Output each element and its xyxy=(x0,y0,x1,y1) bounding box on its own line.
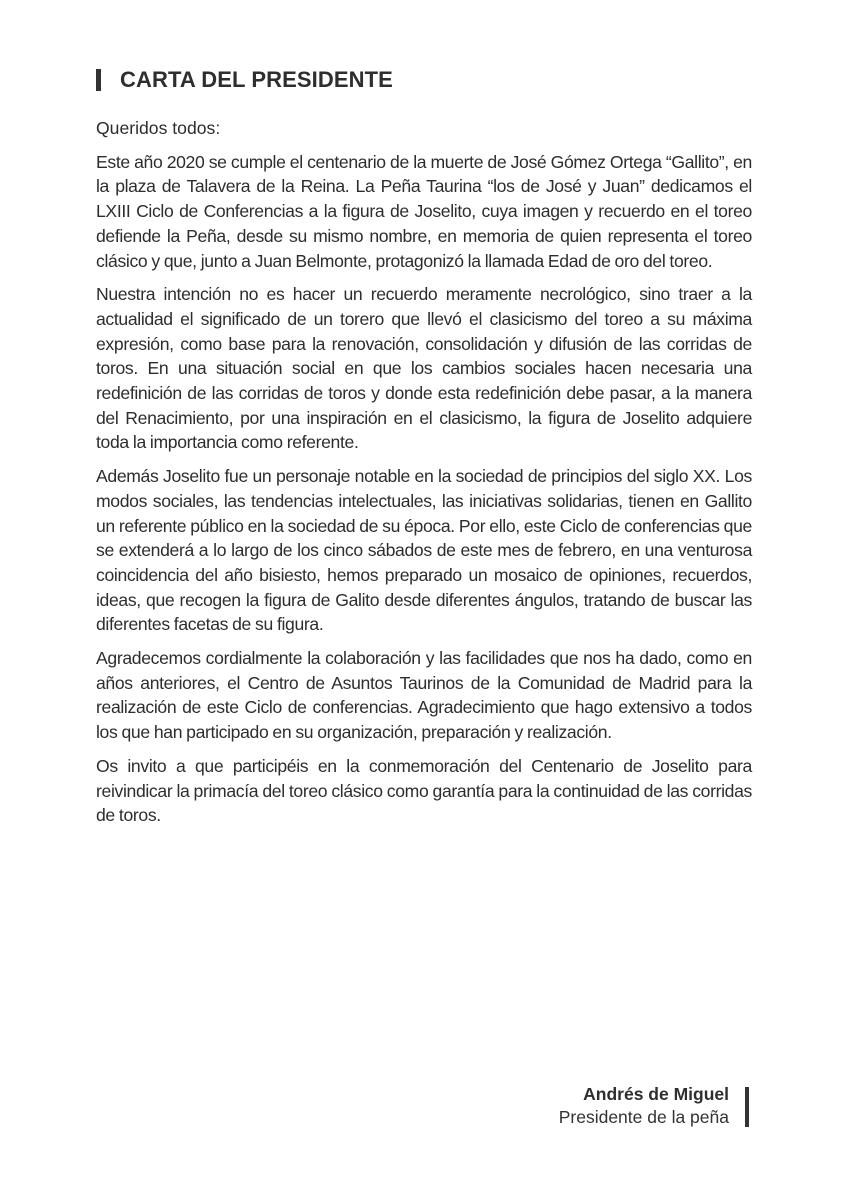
signer-name: Andrés de Miguel xyxy=(583,1084,729,1104)
letter-paragraph-2: Nuestra intención no es hacer un recuerdo meramente necrológico, sino traer a la actualidad el significado de un torero que llevó el clasicismo del toreo a su máxima expresión, como base para la renovación, consolidación y difusión de las corridas de toros. En una situación social en que los cambios sociales hacen necesaria una redefinición de las corridas de toros y donde esta redefinición debe pasar, a la manera del Renacimiento, por una inspiración en el clasicismo, la figura de Joselito adquiere toda la importancia como referente. xyxy=(96,284,752,453)
letter-body xyxy=(96,116,752,837)
signature-block xyxy=(559,1083,729,1129)
signer-role: Presidente de la peña xyxy=(558,1107,729,1127)
section-title: CARTA DEL PRESIDENTE xyxy=(120,67,393,92)
letter-paragraph-4: Agradecemos cordialmente la colaboración y las facilidades que nos ha dado, como en años anteriores, el Centro de Asuntos Taurinos de la Comunidad de Madrid para la realización de este Ciclo de conferencias. Agradecimiento que hago extensivo a todos los que han participado en su organización, preparación y realización. xyxy=(96,648,752,743)
signature-marker-bar-icon xyxy=(745,1087,749,1127)
letter-greeting: Queridos todos: xyxy=(96,118,221,138)
letter-paragraph-5: Os invito a que participéis en la conmemoración del Centenario de Joselito para reivindicar la primacía del toreo clásico como garantía para la continuidad de las corridas de toros. xyxy=(96,755,752,826)
section-header xyxy=(96,66,393,94)
letter-paragraph-1: Este año 2020 se cumple el centenario de la muerte de José Gómez Ortega “Gallito”, en la plaza de Talavera de la Reina. La Peña Taurina “los de José y Juan” dedicamos el LXIII Ciclo de Conferencias a la figura de Joselito, cuya imagen y recuerdo en el toreo defiende la Peña, desde su mismo nombre, en memoria de quien representa el toreo clásico y que, junto a Juan Belmonte, protagonizó la llamada Edad de oro del toreo. xyxy=(96,151,752,271)
section-marker-bar-icon xyxy=(96,69,101,91)
letter-paragraph-3: Además Joselito fue un personaje notable en la sociedad de principios del siglo XX. Los modos sociales, las tendencias intelectuales, las iniciativas solidarias, tienen en Gallito un referente público en la sociedad de su época. Por ello, este Ciclo de conferencias que se extenderá a lo largo de los cinco sábados de este mes de febrero, en una venturosa coincidencia del año bisiesto, hemos preparado un mosaico de opiniones, recuerdos, ideas, que recogen la figura de Galito desde diferentes ángulos, tratando de buscar las diferentes facetas de su figura. xyxy=(96,466,752,635)
